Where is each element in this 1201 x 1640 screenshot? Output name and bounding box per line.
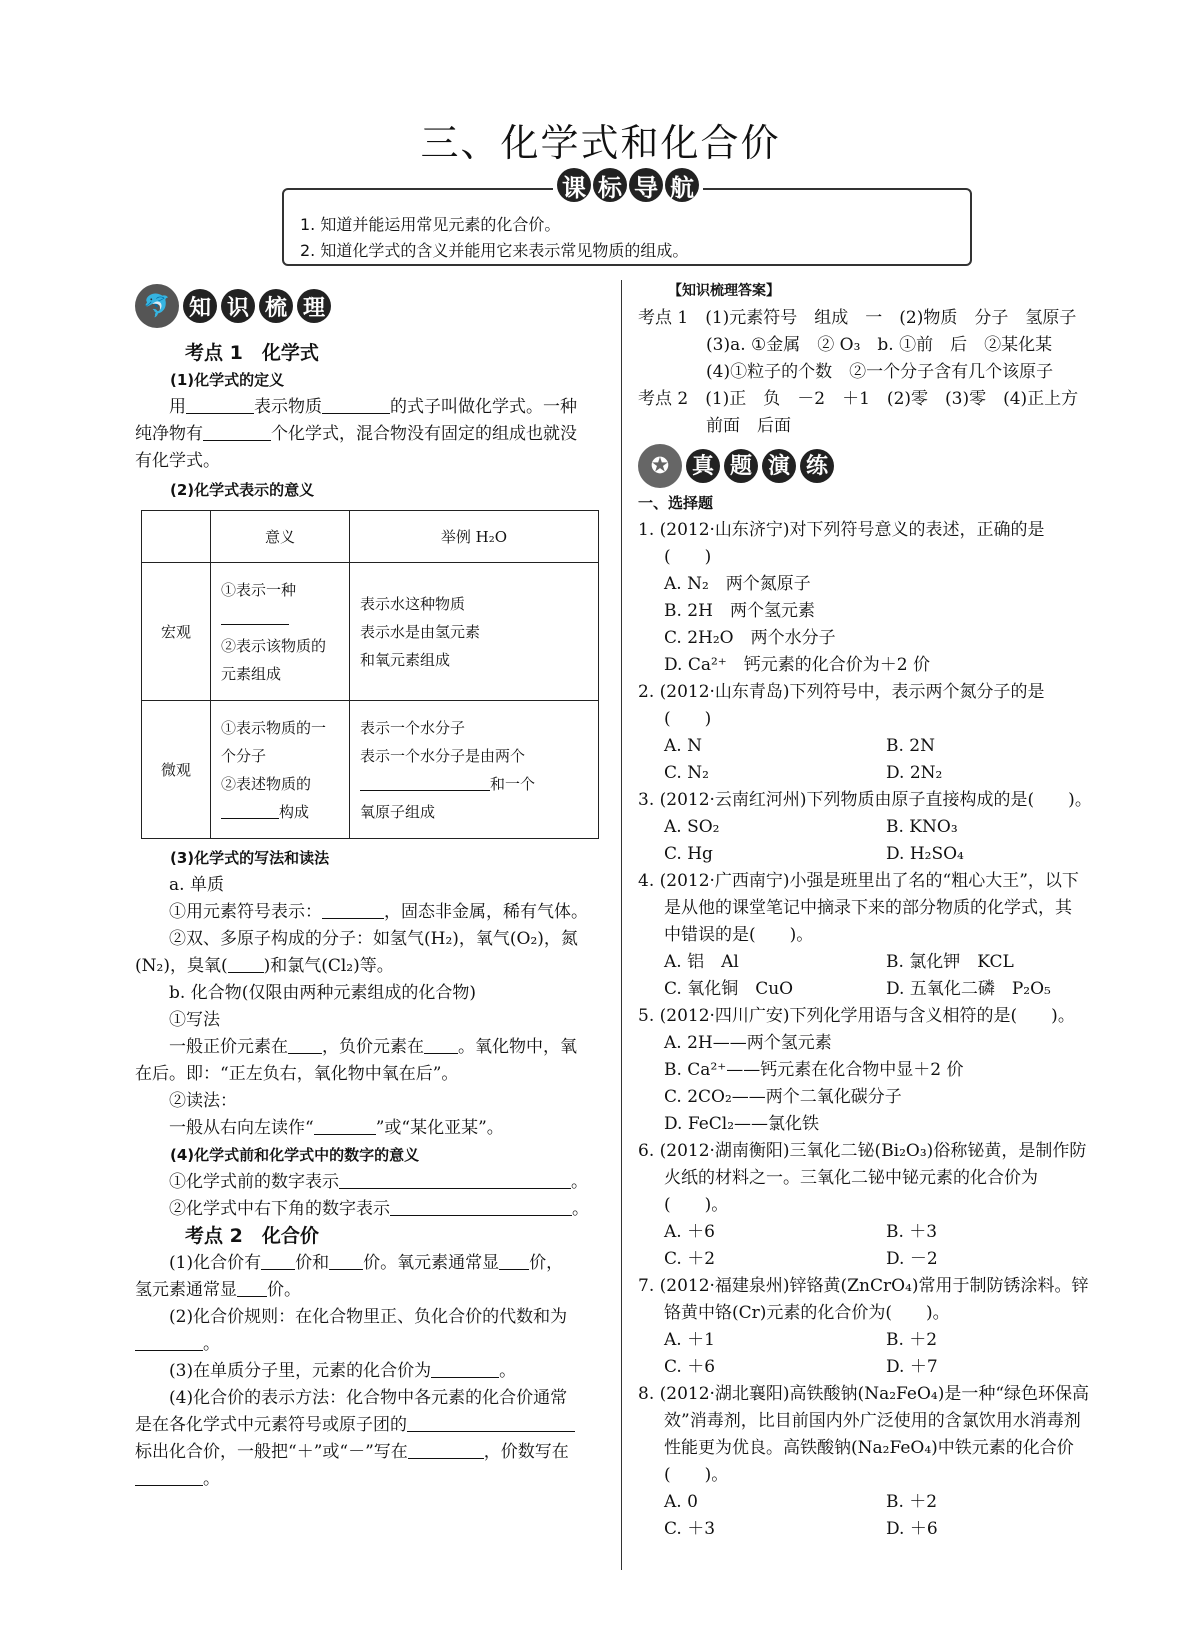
answer-option[interactable]: A. ＋6 — [664, 1222, 715, 1242]
answer-option[interactable]: B. Ca²⁺——钙元素在化合物中显＋2 价 — [664, 1060, 964, 1080]
answer-option[interactable]: D. 2N₂ — [886, 763, 943, 783]
paragraph: ①写法 — [169, 1010, 220, 1030]
badge-char: 标 — [593, 168, 627, 202]
question-item — [638, 1381, 1108, 1543]
answer-option[interactable]: D. H₂SO₄ — [886, 844, 964, 864]
question-item — [638, 679, 1108, 787]
badge-char: 知 — [183, 289, 217, 323]
paragraph: ①化学式前的数字表示 。 — [169, 1172, 588, 1192]
badge-char: 梳 — [259, 289, 293, 323]
answer-option[interactable]: C. N₂ — [664, 763, 709, 783]
question-item — [638, 868, 1108, 1003]
answer-option[interactable]: C. 2H₂O 两个水分子 — [664, 628, 836, 648]
meaning-table — [141, 510, 599, 839]
paragraph: b. 化合物(仅限由两种元素组成的化合物) — [169, 983, 476, 1003]
knowledge-section-header — [135, 284, 331, 328]
question-stem: 7. (2012·福建泉州)锌铬黄(ZnCrO₄)常用于制防锈涂料。锌 — [638, 1276, 1089, 1296]
question-stem: 6. (2012·湖南衡阳)三氧化二铋(Bi₂O₃)俗称铋黄，是制作防 — [638, 1141, 1087, 1161]
subsection-title: (4)化学式前和化学式中的数字的意义 — [170, 1146, 420, 1164]
paragraph: (2)化合价规则：在化合物里正、负化合价的代数和为 — [169, 1307, 568, 1327]
paragraph: (N₂)，臭氧( )和氯气(Cl₂)等。 — [135, 956, 394, 976]
question-stem: 是从他的课堂笔记中摘录下来的部分物质的化学式，其 — [664, 898, 1072, 918]
answer-option[interactable]: B. 氯化钾 KCL — [886, 952, 1014, 972]
part-title: 一、选择题 — [638, 494, 714, 512]
paragraph: 。 — [135, 1331, 605, 1358]
paragraph: ②双、多原子构成的分子：如氢气(H₂)，氧气(O₂)，氮 — [169, 929, 578, 949]
table-header: 举例 H₂O — [350, 511, 599, 563]
right-column — [638, 278, 1108, 1543]
paragraph: (4)化合价的表示方法：化合物中各元素的化合价通常 — [169, 1388, 568, 1408]
badge-char: 识 — [221, 289, 255, 323]
answer-option[interactable]: D. 五氧化二磷 P₂O₅ — [886, 979, 1051, 999]
question-item — [638, 517, 1108, 679]
paragraph: ②化学式中右下角的数字表示 。 — [169, 1199, 589, 1219]
answer-option[interactable]: C. ＋2 — [664, 1249, 716, 1269]
badge-char: 真 — [686, 449, 720, 483]
badge-char: 演 — [762, 449, 796, 483]
paragraph: 有化学式。 — [135, 451, 220, 471]
subsection-title: (1)化学式的定义 — [170, 371, 285, 389]
answer-option[interactable]: B. 2H 两个氢元素 — [664, 601, 815, 621]
answer-option[interactable]: B. KNO₃ — [886, 817, 958, 837]
badge-char: 理 — [297, 289, 331, 323]
question-stem: ( ) — [664, 709, 712, 729]
compass-icon: ✪ — [638, 444, 682, 488]
table-header: 意义 — [211, 511, 350, 563]
question-stem: 中错误的是( )。 — [664, 925, 814, 945]
row-label: 宏观 — [142, 563, 211, 701]
paragraph: 纯净物有 个化学式，混合物没有固定的组成也就没 — [135, 424, 577, 444]
answer-option[interactable]: C. 2CO₂——两个二氧化碳分子 — [664, 1087, 902, 1107]
question-item — [638, 787, 1108, 868]
table-cell: ①表示一种 ②表示该物质的元素组成 — [211, 563, 350, 701]
answer-option[interactable]: D. FeCl₂——氯化铁 — [664, 1114, 820, 1134]
option-row — [638, 841, 1108, 868]
left-column — [135, 340, 605, 1493]
answer-title: 【知识梳理答案】 — [668, 283, 780, 299]
badge-char: 导 — [629, 168, 663, 202]
answer-option[interactable]: A. 0 — [664, 1492, 698, 1512]
answer-option[interactable]: C. 氧化铜 CuO — [664, 979, 794, 999]
paragraph: 是在各化学式中元素符号或原子团的 — [135, 1412, 605, 1439]
question-list — [638, 517, 1108, 1543]
answer-option[interactable]: B. 2N — [886, 736, 935, 756]
option-row — [638, 1327, 1108, 1354]
badge-char: 题 — [724, 449, 758, 483]
answer-line: 考点 2 (1)正 负 －2 ＋1 (2)零 (3)零 (4)正上方 — [638, 389, 1079, 409]
option-row — [638, 949, 1108, 976]
answer-line: 前面 后面 — [706, 416, 791, 436]
subsection-title: (2)化学式表示的意义 — [170, 481, 315, 499]
answer-option[interactable]: B. ＋2 — [886, 1492, 938, 1512]
answer-option[interactable]: D. Ca²⁺ 钙元素的化合价为＋2 价 — [664, 655, 930, 675]
paragraph: 在后。即：“正左负右，氧化物中氧在后”。 — [135, 1064, 459, 1084]
answer-option[interactable]: A. N — [664, 736, 702, 756]
paragraph: 用 表示物质 的式子叫做化学式。一种 — [169, 397, 577, 417]
answer-option[interactable]: A. 2H——两个氢元素 — [664, 1033, 832, 1053]
answer-option[interactable]: D. －2 — [886, 1249, 938, 1269]
column-divider — [621, 280, 622, 1570]
table-cell: 表示水这种物质 表示水是由氢元素 和氧元素组成 — [350, 563, 599, 701]
question-stem: 铬黄中铬(Cr)元素的化合价为( )。 — [664, 1303, 950, 1323]
question-stem: 8. (2012·湖北襄阳)高铁酸钠(Na₂FeO₄)是一种“绿色环保高 — [638, 1384, 1090, 1404]
answer-option[interactable]: A. SO₂ — [664, 817, 720, 837]
answer-option[interactable]: C. ＋3 — [664, 1519, 716, 1539]
answer-option[interactable]: A. ＋1 — [664, 1330, 715, 1350]
question-stem: ( )。 — [664, 1465, 729, 1485]
practice-section-header — [638, 444, 1108, 488]
question-stem: 性能更为优良。高铁酸钠(Na₂FeO₄)中铁元素的化合价 — [664, 1438, 1074, 1458]
question-stem: ( ) — [664, 547, 712, 567]
question-stem: 1. (2012·山东济宁)对下列符号意义的表述，正确的是 — [638, 520, 1045, 540]
answer-option[interactable]: B. ＋2 — [886, 1330, 938, 1350]
answer-option[interactable]: D. ＋7 — [886, 1357, 938, 1377]
badge-char: 航 — [665, 168, 699, 202]
option-row — [638, 814, 1108, 841]
paragraph: 。 — [135, 1466, 605, 1493]
question-stem: 效”消毒剂，比目前国内外广泛使用的含氯饮用水消毒剂 — [664, 1411, 1081, 1431]
curriculum-guide-badge — [553, 168, 703, 206]
paragraph: 标出化合价，一般把“＋”或“－”写在 ，价数写在 — [135, 1442, 569, 1462]
paragraph: 一般正价元素在 ，负价元素在 。氧化物中，氧 — [169, 1037, 577, 1057]
question-item — [638, 1273, 1108, 1381]
row-label: 微观 — [142, 701, 211, 839]
paragraph: 氢元素通常显 价。 — [135, 1280, 301, 1300]
goal-item: 1. 知道并能运用常见元素的化合价。 — [300, 215, 561, 234]
answer-option[interactable]: A. N₂ 两个氮原子 — [664, 574, 811, 594]
paragraph: ②读法： — [169, 1091, 237, 1111]
subsection-title: (3)化学式的写法和读法 — [170, 849, 330, 867]
question-stem: ( )。 — [664, 1195, 729, 1215]
paragraph: (1)化合价有 价和 价。氧元素通常显 价， — [169, 1253, 564, 1273]
question-stem: 5. (2012·四川广安)下列化学用语与含义相符的是( )。 — [638, 1006, 1075, 1026]
topic-heading: 考点 1 化学式 — [185, 342, 319, 364]
answer-option[interactable]: C. ＋6 — [664, 1357, 716, 1377]
answer-option[interactable]: C. Hg — [664, 844, 713, 864]
paragraph: (3)在单质分子里，元素的化合价为 。 — [169, 1361, 517, 1381]
option-row — [638, 976, 1108, 1003]
paragraph: a. 单质 — [169, 875, 224, 895]
badge-char: 课 — [557, 168, 591, 202]
question-stem: 4. (2012·广西南宁)小强是班里出了名的“粗心大王”，以下 — [638, 871, 1079, 891]
dolphin-icon: 🐬 — [135, 284, 179, 328]
question-item — [638, 1003, 1108, 1138]
badge-char: 练 — [800, 449, 834, 483]
question-item — [638, 1138, 1108, 1273]
question-stem: 3. (2012·云南红河州)下列物质由原子直接构成的是( )。 — [638, 790, 1092, 810]
table-cell: ①表示物质的一个分子 ②表述物质的 构成 — [211, 701, 350, 839]
option-row — [638, 1489, 1108, 1516]
option-row — [638, 1246, 1108, 1273]
paragraph: ①用元素符号表示： ，固态非金属，稀有气体。 — [169, 902, 588, 922]
option-row — [638, 1354, 1108, 1381]
answer-line: (4)①粒子的个数 ②一个分子含有几个该原子 — [706, 362, 1054, 382]
option-row — [638, 733, 1108, 760]
topic-heading: 考点 2 化合价 — [185, 1225, 319, 1247]
paragraph: 一般从右向左读作“ ”或“某化亚某”。 — [169, 1118, 504, 1138]
answer-line: (3)a. ①金属 ② O₃ b. ①前 后 ②某化某 — [706, 335, 1053, 355]
question-stem: 2. (2012·山东青岛)下列符号中，表示两个氮分子的是 — [638, 682, 1045, 702]
page-title: 三、化学式和化合价 — [420, 121, 781, 165]
option-row — [638, 1516, 1108, 1543]
answer-option[interactable]: A. 铝 Al — [664, 952, 739, 972]
option-row — [638, 760, 1108, 787]
answer-option[interactable]: D. ＋6 — [886, 1519, 938, 1539]
option-row — [638, 1219, 1108, 1246]
answer-option[interactable]: B. ＋3 — [886, 1222, 938, 1242]
question-stem: 火纸的材料之一。三氧化二铋中铋元素的化合价为 — [664, 1168, 1038, 1188]
table-cell: 表示一个水分子 表示一个水分子是由两个 和一个 氧原子组成 — [350, 701, 599, 839]
answer-line: 考点 1 (1)元素符号 组成 一 (2)物质 分子 氢原子 — [638, 308, 1077, 328]
goal-item: 2. 知道化学式的含义并能用它来表示常见物质的组成。 — [300, 241, 689, 260]
